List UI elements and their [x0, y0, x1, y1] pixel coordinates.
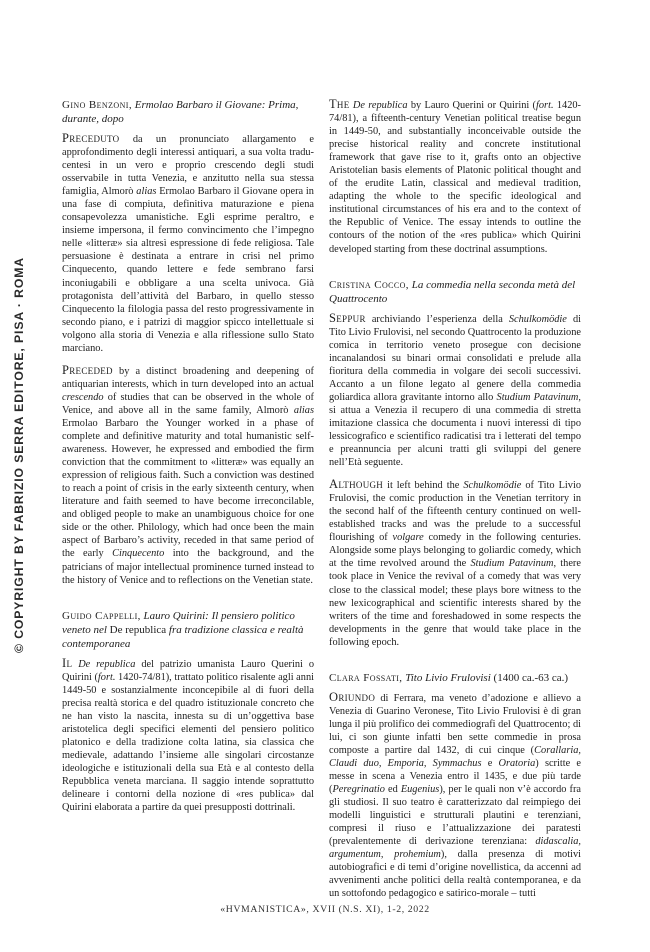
styled-run: Peregrinatio: [332, 784, 385, 796]
text-run: del patrizio umanista Lauro Querini o Quirini (: [62, 658, 314, 683]
styled-run: volgare: [392, 532, 424, 544]
summary-italian: [329, 691, 581, 901]
summary-english: [329, 478, 581, 649]
copyright-notice: © COPYRIGHT BY FABRIZIO SERRA EDITORE, PISA · ROMA: [12, 257, 26, 653]
text-run: ), per le quali non v’è accordo fra gli studiosi. Il suo teatro è caratterizzato dal reimpiego dei modelli linguistici e strutturali plautini e terenziani, compresi il riuso e l’attualizzazione dei paratesti (prevalentemente di derivazione terenziana:: [329, 784, 581, 848]
text-run: , si attua a Venezia il recupero di una commedia di stretta imitazione classica che documenta i nuovi interessi di tipo lessicografico e scientifico radicatisi tra i letterati del tempo e preannuncia per alcuni tratti gli sviluppi del genere nell’Età seguente.: [329, 391, 582, 469]
styled-run: alias: [293, 404, 314, 416]
right-column: [329, 98, 581, 900]
summary-english: [329, 98, 581, 256]
styled-run: Studium Patavinum: [470, 558, 554, 570]
article-heading: [329, 671, 581, 685]
styled-run: (1400 ca.-63 ca.): [490, 671, 569, 684]
text-run: of studies that can be observed in the whole of Venice, and above all in the same family, Almorò: [62, 391, 314, 416]
article-author: Guido Cappelli,: [62, 609, 141, 622]
lead-word: Il: [62, 655, 73, 670]
text-run: comedy in the following centuries. Alongside some plays belonging to goliardic comedy, which at the time revolved around the: [329, 532, 581, 570]
article-benzoni: [62, 98, 314, 587]
article-cappelli: [62, 609, 314, 815]
lead-word: The: [329, 97, 350, 111]
text-run: Ermolao Barbaro the Younger worked in a phase of complete and definitive maturity and total humanistic self-awareness. However, he expressed and embodied the firm conviction that the commitment to «litteræ» was equally an expression of religious faith. Such a conviction was destined to reach a point of crisis in the early sixteenth century, when literature and faith seemed to have become irreconcilable, and obliged people to make an unambiguous choice for one side or the other. Philology, which had once been the main aspect of Barbaro’s activity, receded in that same period of the early: [62, 417, 314, 560]
text-run: Ermolao Barbaro il Giovane opera in una fase di compiuta, definitiva maturazione e piena consapevolezza umanistiche. Egli esprime peraltro, e insieme impersona, il fermo convincimento che l’impegno nelle «litteræ» sia altresì espressione di fede religiosa. Tale persuasione è destinata a entrare in crisi nel primo Cinquecento, quando lettere e fede sembrano farsi inconiugabili e obbligare a una scelta univoca. Già protagonista dell’attività del Barbaro, in quello stesso Cinquecento la filologia passa del resto progressivamente in secondo piano, e i patrizi di maggior spicco intellettuale si volgono alla storia di Venezia e alla riflessione sullo Stato marciano.: [62, 186, 314, 354]
styled-run: Studium Patavinum: [496, 391, 579, 403]
article-fossati: [329, 671, 581, 901]
styled-run: fort.: [536, 100, 554, 111]
article-title: [405, 672, 568, 684]
styled-run: Cinquecento: [112, 548, 165, 560]
styled-run: Schulkomödie: [463, 480, 522, 492]
summary-english: [62, 364, 314, 587]
styled-run: fort.: [97, 671, 116, 683]
lead-word: Although: [329, 477, 384, 492]
article-heading: [329, 278, 581, 306]
text-run: di Tito Livio Frulovisi, nel secondo Quattrocento la produzione comica in territorio veneto prosegue con decisione incanalandosi su binari ormai consolidati e prelude alla fioritura della commedia in volgare dei secoli successivi. Accanto a un filone legato al genere della commedia goliardica allora gravitante intorno allo: [329, 313, 581, 403]
styled-run: didascalia, argumentum, prohemium: [329, 836, 581, 861]
summary-italian: [62, 132, 314, 355]
lead-word: Oriundo: [329, 689, 376, 704]
article-heading: [62, 609, 314, 651]
article-title: La commedia nella seconda metà del Quattrocento: [329, 278, 576, 305]
text-run: into the background, and the patricians of major intellectual prominence turned instead to the history of Venice and to reflections on the Venetian state.: [62, 548, 314, 586]
styled-run: crescendo: [62, 391, 104, 403]
text-run: by a distinct broadening and deepening of antiquarian interests, which in turn developed into an actual: [62, 365, 314, 390]
text-run: ), dalla presenza di motivi autobiografici e di temi d’origine novellistica, da accenni ad avvenimenti anche politici della realtà contemporanea, e da un sottofondo pedagogico e satirico-morale – tutti: [329, 849, 581, 900]
text-run: di Ferrara, ma veneto d’adozione e allievo a Venezia di Guarino Veronese, Tito Livio Frulovisi è di gran lunga il più prolifico dei commediografi del Quattrocento; di lui, ci son giunte infatti ben sette commedie in prosa composte a partire dal 1432, di cui cinque (: [329, 692, 581, 756]
article-cappelli-continued: [329, 98, 581, 256]
text-run: ) scritte e messe in scena a Venezia entro il 1435, e due più tarde (: [329, 757, 582, 796]
summary-italian: [62, 657, 314, 815]
left-column: [62, 98, 314, 814]
text-run: da un pronunciato allargamento e approfondimento degli interessi antiquari, a sua volta traducentesi in un vero e proprio crescendo degli studi osservabile in tutta Venezia, e anzitutto nella sua stessa famiglia, Almorò: [62, 134, 314, 198]
text-run: e: [481, 757, 499, 769]
text-run: fra tradizione classica e realtà contemporanea: [62, 623, 304, 650]
styled-run: Corallaria, Claudi duo, Emporia, Symmachus: [329, 744, 581, 769]
text-run: 1420-74/81), trattato politico risalente agli anni 1449-50 e sostanzialmente inconcepibile al di fuori della precisa realtà storica e del quadro istituzionale concreto che ne han visto la nascita, innesta su di un’oggettiva base aristotelica degli specifici elementi del pensiero politico platonico e della tradizione colta latina, sia classica che medievale, adattando l’insieme alle singolari circostanze ideologiche e istituzionali della sua Età e al contesto della Repubblica veneta marciana. Il saggio intende soprattutto delineare i contorni della nozione di «res publica» dal Quirini elaborata a partire da quei presupposti dottrinali.: [62, 671, 314, 814]
text-run: ed: [384, 784, 401, 796]
styled-run: Schulkomödie: [508, 313, 567, 325]
text-run: , there took place in Venice the revival of a comedy that was very close to the classical model; these plays bore witness to the new lexicographical and scientific interests shared by the writers of the time and foreshadowed in some respects the developments in the genre that would take place in the following epoch.: [329, 558, 581, 648]
text-run: Tito Livio Frulovisi: [405, 671, 491, 684]
text-run: archiviando l’esperienza della: [365, 313, 509, 325]
article-cocco: [329, 278, 581, 649]
styled-run: Eugenius: [400, 784, 440, 796]
styled-run: De republica: [352, 100, 408, 111]
copyright-sidebar: [8, 240, 30, 670]
text-run: of Tito Livio Frulovisi, the comic production in the Venetian territory in the second half of the fifteenth century continued on well-established tracks and was the prelude to a successful flourishing of: [329, 480, 581, 544]
summary-italian: [329, 312, 581, 470]
article-title: Ermolao Barbaro il Giovane: Prima, durante, dopo: [62, 99, 299, 125]
article-heading: [62, 98, 314, 126]
lead-word: Preceded: [62, 362, 113, 377]
lead-word: Preceduto: [62, 131, 120, 145]
styled-run: Oratoria: [498, 757, 536, 769]
styled-run: De republica: [109, 623, 167, 636]
article-author: Gino Benzoni,: [62, 99, 132, 111]
lead-word: Seppur: [329, 310, 366, 325]
text-run: Lauro Quirini: Il pensiero politico veneto nel: [62, 609, 295, 636]
text-run: it left behind the: [383, 480, 464, 492]
article-author: Clara Fossati,: [329, 671, 403, 684]
styled-run: De republica: [78, 658, 136, 670]
text-run: 1420-74/81), a fifteenth-century Venetian political treatise begun in 1449-50, and substantially inconceivable outside the precise historical reality and concrete institutional framework that gave rise to it, grafts onto an objective Aristotelian basis elements of Platonic political thought and of the erudite Latin, classical and medieval tradition, adapting the whole to the specific ideological and institutional circumstances of his era and to the context of the Republic of Venice. The essay intends to outline the contours of the notion of the «res publica» which Quirini developed starting from these doctrinal assumptions.: [329, 100, 581, 255]
journal-footer: «HVMANISTICA», XVII (N.S. XI), 1-2, 2022: [220, 904, 430, 915]
article-author: Cristina Cocco,: [329, 278, 409, 291]
styled-run: alias: [136, 186, 157, 198]
text-run: by Lauro Querini or Quirini (: [407, 100, 537, 111]
